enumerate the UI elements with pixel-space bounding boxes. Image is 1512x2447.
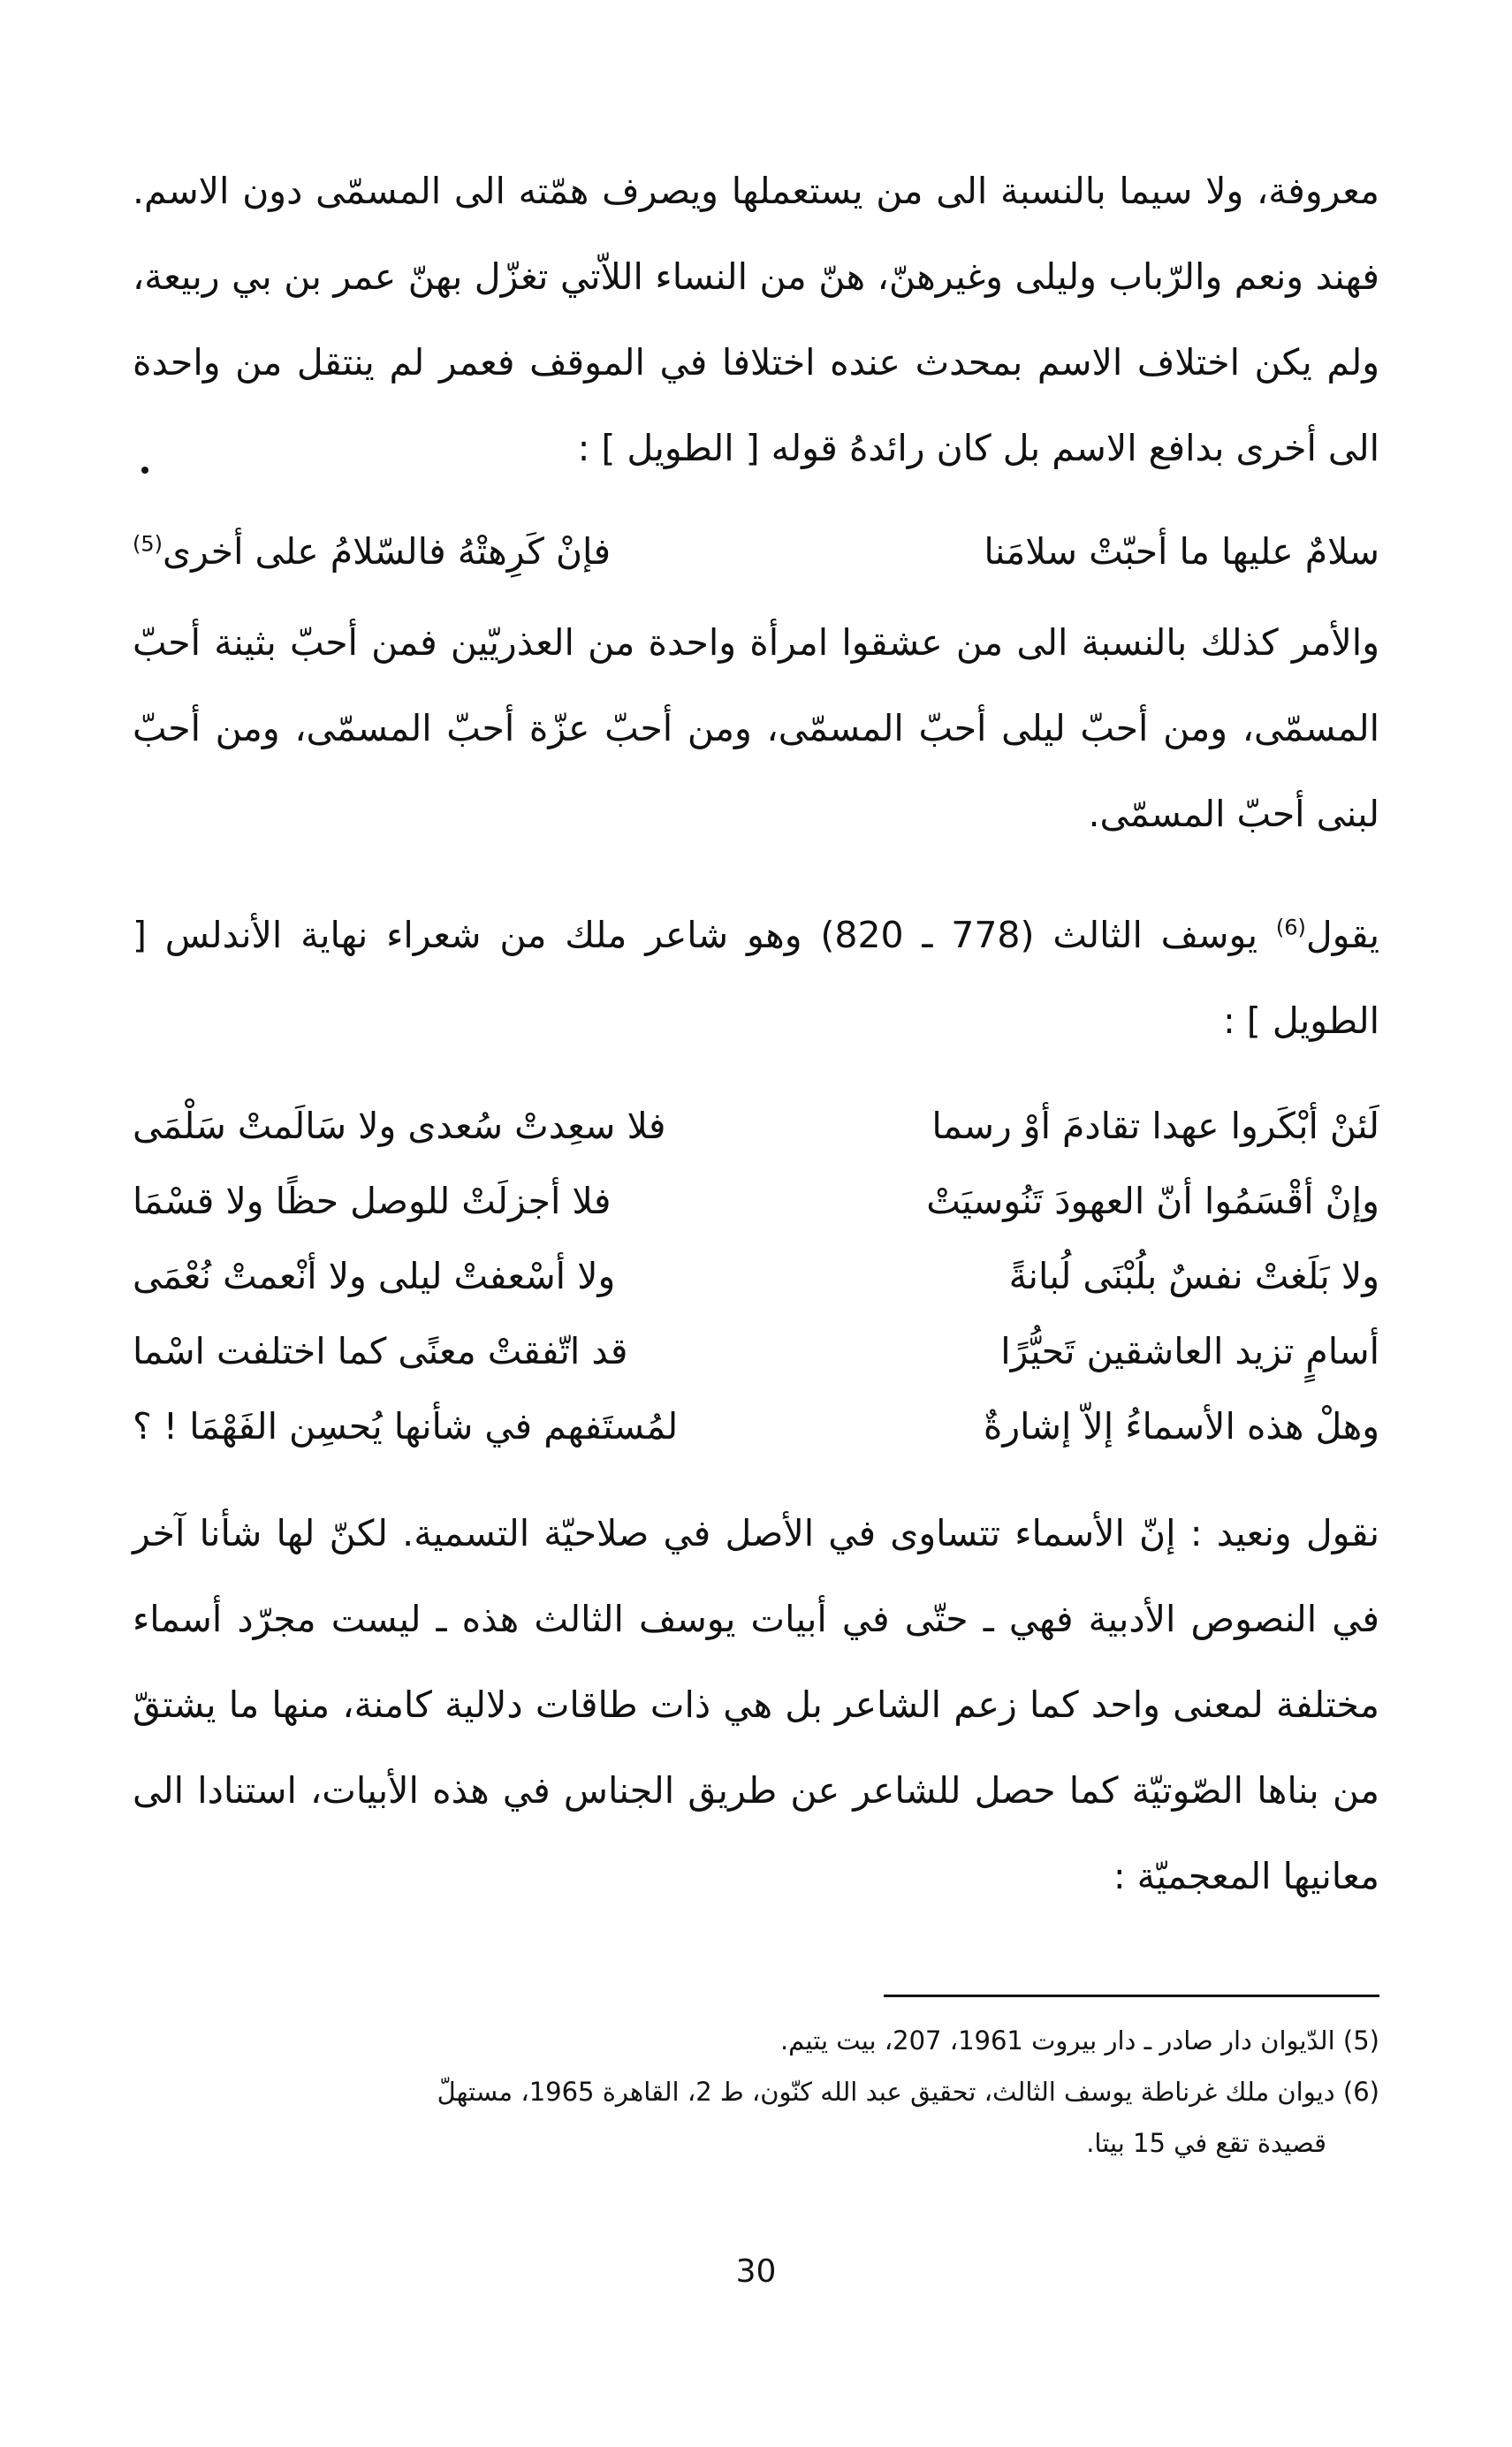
footnote-ref-6[interactable]: (6): [1275, 915, 1306, 940]
footnote-6: (6) ديوان ملك غرناطة يوسف الثالث، تحقيق عبد الله كنّون، ط 2، القاهرة 1965، مستهلّ: [437, 2077, 1379, 2107]
page-number: 30: [735, 2253, 777, 2290]
poem-second-hemistich: قد اتّفقتْ معنًى كما اختلفت اسْما: [133, 1330, 628, 1372]
poem-line: [133, 1164, 1379, 1239]
poem-second-hemistich: فلا سعِدتْ سُعدى ولا سَالَمتْ سَلْمَى: [133, 1105, 666, 1147]
poem-first-hemistich: أسامٍ تزيد العاشقين تَحيُّرًا: [1000, 1330, 1379, 1372]
paragraph-3-lead: يقول: [1305, 914, 1379, 956]
footnotes: [133, 2015, 1379, 2169]
footnote-separator: [884, 1995, 1379, 1997]
paragraph-2: والأمر كذلك بالنسبة الى من عشقوا امرأة واحدة من العذريّين فمن أحبّ بثينة أحبّ المسمّى، ومن أحبّ ليلى أحبّ المسمّى، ومن أحبّ عزّة أحبّ المسمّى، ومن أحبّ لبنى أحبّ المسمّى.: [133, 621, 1379, 835]
poem-block: [133, 1089, 1379, 1464]
margin-mark: [141, 467, 148, 474]
poem-first-hemistich: وهلْ هذه الأسماءُ إلاّ إشارةٌ: [983, 1405, 1379, 1448]
footnote-6-continuation: قصيدة تقع في 15 بيتا.: [1086, 2128, 1326, 2158]
poem-second-hemistich: لمُستَفهم في شأنها يُحسِن الفَهْمَا ! ؟: [133, 1405, 679, 1448]
poem-first-hemistich: ولا بَلَغتْ نفسٌ بلُبْنَى لُبانةً: [1008, 1255, 1379, 1297]
poem-first-hemistich: لَئنْ أبْكَروا عهدا تقادمَ أوْ رسما: [931, 1105, 1379, 1147]
verse-second-hemistich: [133, 509, 731, 595]
poem-line: [133, 1314, 1379, 1389]
footnote-5: (5) الدّيوان دار صادر ـ دار بيروت 1961، 207، بيت يتيم.: [779, 2025, 1379, 2056]
verse-first-hemistich: سلامٌ عليها ما أحبّتْ سلامَنا: [984, 530, 1379, 573]
poem-second-hemistich: ولا أسْعفتْ ليلى ولا أنْعمتْ نُعْمَى: [133, 1255, 616, 1297]
footnote-ref-5[interactable]: (5): [133, 531, 163, 557]
paragraph-1: معروفة، ولا سيما بالنسبة الى من يستعملها ويصرف همّته الى المسمّى دون الاسم. فهند ونعم والرّباب وليلى وغيرهنّ، هنّ من النساء اللاّتي تغزّل بهنّ عمر بن بي ربيعة، ولم يكن اختلاف الاسم بمحدث عنده اختلافا في الموقف فعمر لم ينتقل من واحدة الى أخرى بدافع الاسم بل كان رائدهُ قوله [ الطويل ] :: [133, 170, 1379, 469]
paragraph-3: [133, 893, 1379, 1064]
poem-second-hemistich: فلا أجزلَتْ للوصل حظًا ولا قسْمَا: [133, 1180, 612, 1222]
poem-line: [133, 1389, 1379, 1464]
poem-line: [133, 1239, 1379, 1314]
poem-line: [133, 1089, 1379, 1164]
poem-first-hemistich: وإنْ أقْسَمُوا أنّ العهودَ تَنُوسيَتْ: [926, 1180, 1379, 1222]
verse-second-text: فإنْ كَرِهتْهُ فالسّلامُ على أخرى: [163, 530, 612, 573]
verse-line: [133, 509, 1379, 595]
paragraph-4: نقول ونعيد : إنّ الأسماء تتساوى في الأصل في صلاحيّة التسمية. لكنّ لها شأنا آخر في النصوص الأدبية فهي ـ حتّى في أبيات يوسف الثالث هذه ـ ليست مجرّد أسماء مختلفة لمعنى واحد كما زعم الشاعر بل هي ذات طاقات دلالية كامنة، منها ما يشتقّ من بناها الصّوتيّة كما حصل للشاعر عن طريق الجناس في هذه الأبيات، استنادا الى معانيها المعجميّة :: [133, 1512, 1379, 1897]
paragraph-3-rest: يوسف الثالث (778 ـ 820) وهو شاعر ملك من شعراء نهاية الأندلس [ الطويل ] :: [133, 914, 1379, 1042]
